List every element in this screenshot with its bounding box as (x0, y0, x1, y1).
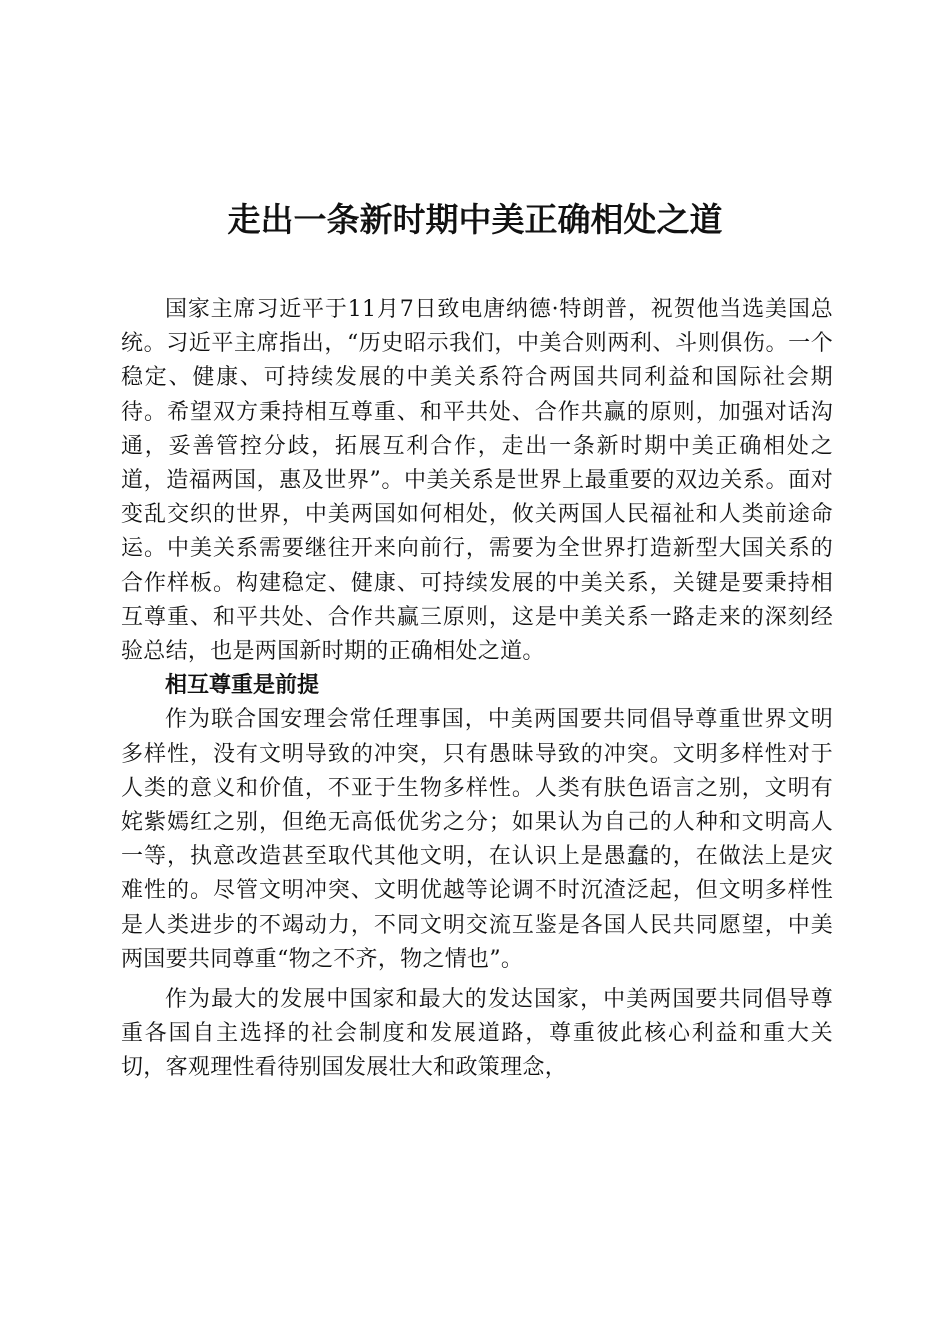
document-title: 走出一条新时期中美正确相处之道 (227, 200, 723, 239)
section-heading: 相互尊重是前提 (165, 673, 320, 699)
document-body (121, 293, 833, 1086)
intro-paragraph: 国家主席习近平于11月7日致电唐纳德·特朗普，祝贺他当选美国总统。习近平主席指出，“历史昭示我们，中美合则两利、斗则俱伤。一个稳定、健康、可持续发展的中美关系符合两国共同利益和国际社会期待。希望双方秉持相互尊重、和平共处、合作共赢的原则，加强对话沟通，妥善管控分歧，拓展互利合作，走出一条新时期中美正确相处之道，造福两国，惠及世界”。中美关系是世界上最重要的双边关系。面对变乱交织的世界，中美两国如何相处，攸关两国人民福祉和人类前途命运。中美关系需要继往开来向前行，需要为全世界打造新型大国关系的合作样板。构建稳定、健康、可持续发展的中美关系，关键是要秉持相互尊重、和平共处、合作共赢三原则，这是中美关系一路走来的深刻经验总结，也是两国新时期的正确相处之道。 (121, 297, 833, 665)
section-paragraph-2: 作为最大的发展中国家和最大的发达国家，中美两国要共同倡导尊重各国自主选择的社会制度和发展道路，尊重彼此核心利益和重大关切，客观理性看待别国发展壮大和政策理念， (121, 987, 833, 1081)
section-paragraph-1: 作为联合国安理会常任理事国，中美两国要共同倡导尊重世界文明多样性，没有文明导致的冲突，只有愚昧导致的冲突。文明多样性对于人类的意义和价值，不亚于生物多样性。人类有肤色语言之别，文明有姹紫嫣红之别，但绝无高低优劣之分；如果认为自己的人种和文明高人一等，执意改造甚至取代其他文明，在认识上是愚蠢的，在做法上是灾难性的。尽管文明冲突、文明优越等论调不时沉渣泛起，但文明多样性是人类进步的不竭动力，不同文明交流互鉴是各国人民共同愿望，中美两国要共同尊重“物之不齐，物之情也”。 (121, 707, 833, 972)
